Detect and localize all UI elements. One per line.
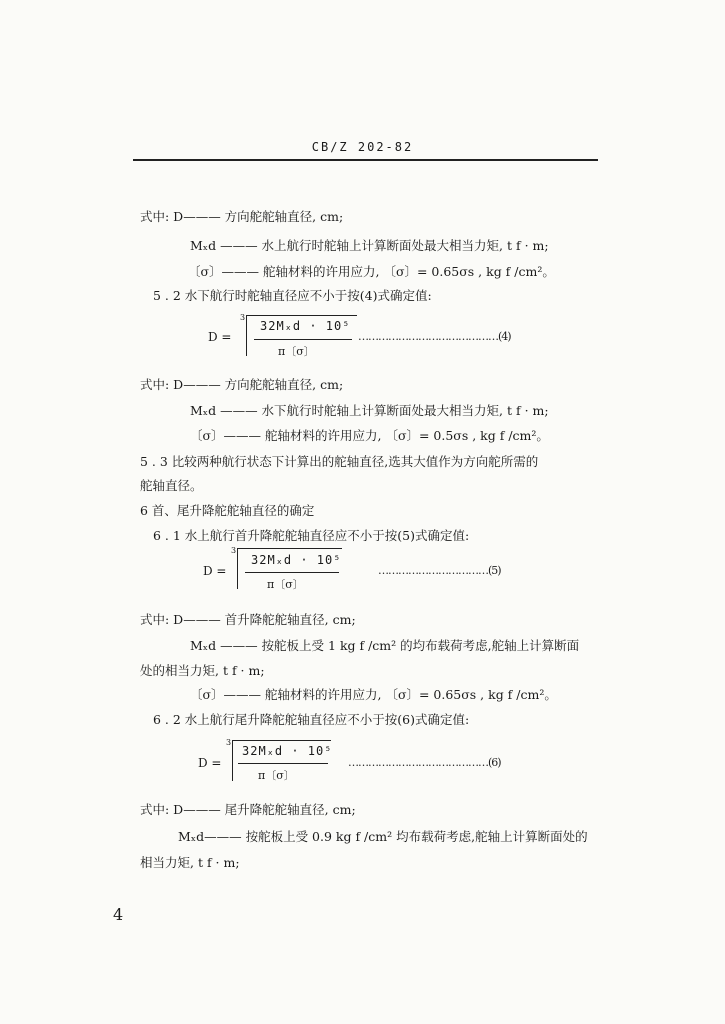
where-line-d: 式中: D——— 首升降舵舵轴直径, cm;	[140, 612, 356, 627]
equation-number-4: ……………………………………(4)	[358, 330, 511, 343]
equation-number-6: ……………………………………(6)	[348, 756, 501, 769]
page-number: 4	[113, 905, 124, 924]
where-line-d: 式中: D——— 方向舵舵轴直径, cm;	[140, 377, 344, 392]
clause-5-3-line2: 舵轴直径。	[140, 478, 203, 493]
equation-number-5: ……………………………(5)	[378, 564, 501, 577]
clause-6-1: 6 . 1 水上航行首升降舵舵轴直径应不小于按(5)式确定值:	[153, 528, 470, 543]
formula-lhs: D =	[198, 756, 222, 770]
where-line-mxd-cont: 处的相当力矩, t f · m;	[140, 663, 265, 678]
clause-5-3-line1: 5 . 3 比较两种航行状态下计算出的舵轴直径,选其大值作为方向舵所需的	[140, 454, 539, 469]
formula-lhs: D =	[208, 330, 232, 344]
fraction-bar	[254, 339, 352, 340]
formula-6	[198, 736, 518, 784]
standard-code-header: CB/Z 202-82	[311, 140, 414, 154]
clause-6-2: 6 . 2 水上航行尾升降舵舵轴直径应不小于按(6)式确定值:	[153, 712, 470, 727]
formula-numerator: 32Mₓd · 10⁵	[242, 744, 333, 758]
header-rule	[133, 159, 598, 161]
fraction-bar	[245, 572, 339, 573]
formula-denominator: π〔σ〕	[278, 345, 315, 358]
where-line-sigma: 〔σ〕——— 舵轴材料的许用应力, 〔σ〕= 0.5σs , kg f /cm²。	[190, 428, 549, 443]
formula-numerator: 32Mₓd · 10⁵	[251, 553, 342, 567]
where-line-mxd-cont: 相当力矩, t f · m;	[140, 855, 240, 870]
where-line-mxd: Mₓd ——— 水上航行时舵轴上计算断面处最大相当力矩, t f · m;	[190, 238, 549, 253]
fraction-bar	[238, 763, 328, 764]
clause-5-2: 5 . 2 水下航行时舵轴直径应不小于按(4)式确定值:	[153, 288, 432, 303]
formula-lhs: D =	[203, 564, 227, 578]
formula-4	[208, 313, 538, 363]
where-line-d: 式中: D——— 尾升降舵舵轴直径, cm;	[140, 802, 356, 817]
formula-numerator: 32Mₓd · 10⁵	[260, 319, 351, 333]
formula-5	[203, 546, 523, 594]
where-line-mxd: Mₓd——— 按舵板上受 0.9 kg f /cm² 均布载荷考虑,舵轴上计算断面处的	[178, 829, 588, 844]
where-line-d: 式中: D——— 方向舵舵轴直径, cm;	[140, 209, 344, 224]
section-6-title: 6 首、尾升降舵舵轴直径的确定	[140, 503, 315, 518]
root-index: 3	[240, 313, 246, 322]
root-index: 3	[231, 546, 237, 555]
root-index: 3	[226, 738, 232, 747]
where-line-sigma: 〔σ〕——— 舵轴材料的许用应力, 〔σ〕= 0.65σs , kg f /cm²。	[188, 264, 555, 279]
where-line-mxd: Mₓd ——— 按舵板上受 1 kg f /cm² 的均布载荷考虑,舵轴上计算断面	[190, 638, 580, 653]
where-line-sigma: 〔σ〕——— 舵轴材料的许用应力, 〔σ〕= 0.65σs , kg f /cm²。	[190, 687, 557, 702]
where-line-mxd: Mₓd ——— 水下航行时舵轴上计算断面处最大相当力矩, t f · m;	[190, 403, 549, 418]
formula-denominator: π〔σ〕	[258, 769, 295, 782]
formula-denominator: π〔σ〕	[267, 578, 304, 591]
